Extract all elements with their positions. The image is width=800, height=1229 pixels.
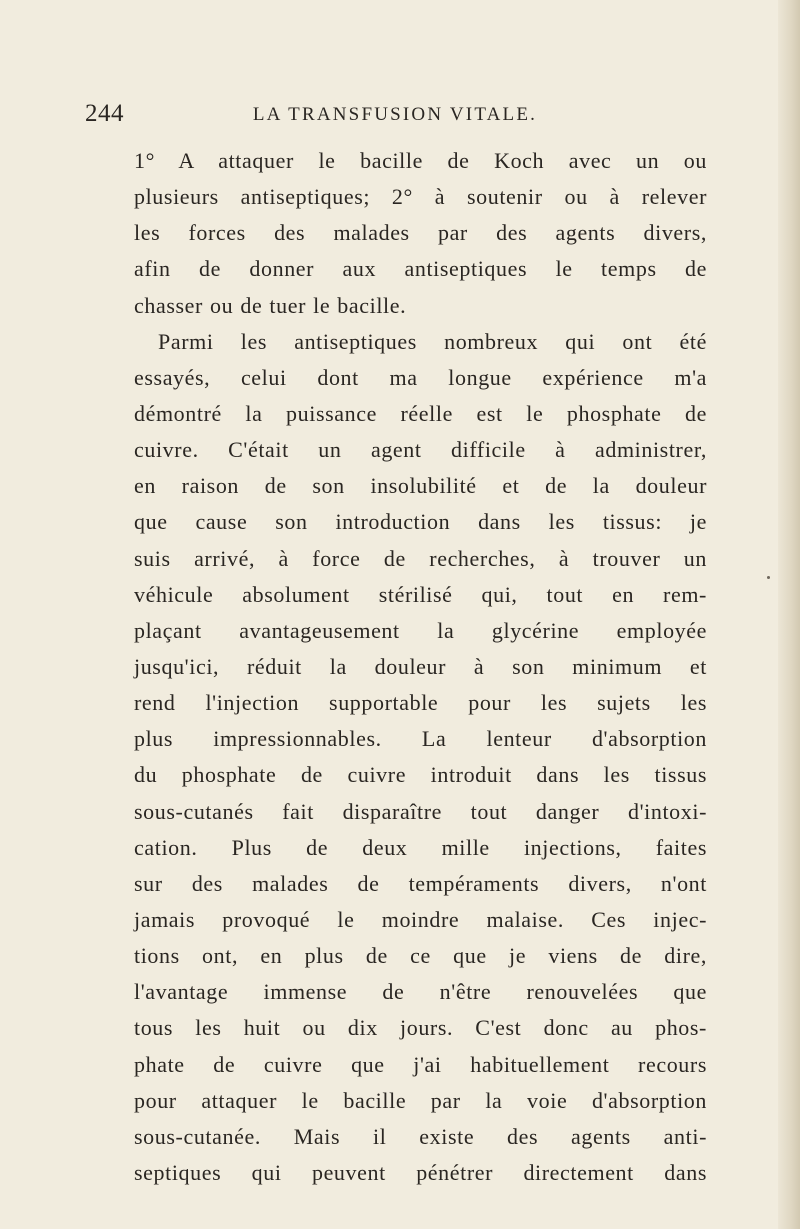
page-number: 244: [85, 100, 124, 127]
text-line: démontré la puissance réelle est le phosphate de: [134, 400, 707, 426]
text-line: Parmi les antiseptiques nombreux qui ont été: [158, 328, 707, 354]
ink-speck: [767, 576, 770, 579]
text-line: sous-cutanée. Mais il existe des agents anti-: [134, 1123, 707, 1149]
text-line: l'avantage immense de n'être renouvelées que: [134, 979, 707, 1005]
text-line: essayés, celui dont ma longue expérience m'a: [134, 364, 707, 390]
text-line: suis arrivé, à force de recherches, à trouver un: [134, 545, 707, 571]
text-line: plusieurs antiseptiques; 2° à soutenir ou à relever: [134, 184, 707, 210]
text-line: que cause son introduction dans les tissus: je: [134, 509, 707, 535]
text-line: tous les huit ou dix jours. C'est donc au phos-: [134, 1015, 707, 1041]
text-line: du phosphate de cuivre introduit dans les tissus: [134, 762, 707, 788]
text-line: phate de cuivre que j'ai habituellement recours: [134, 1051, 707, 1077]
text-line: sur des malades de tempéraments divers, n'ont: [134, 870, 707, 896]
text-line: cation. Plus de deux mille injections, faites: [134, 834, 707, 860]
text-line: rend l'injection supportable pour les sujets les: [134, 690, 707, 716]
text-line: tions ont, en plus de ce que je viens de dire,: [134, 943, 707, 969]
text-line: plus impressionnables. La lenteur d'absorption: [134, 726, 707, 752]
text-line: sous-cutanés fait disparaître tout danger d'intoxi-: [134, 798, 707, 824]
text-line: septiques qui peuvent pénétrer directement dans: [134, 1159, 707, 1185]
text-line: afin de donner aux antiseptiques le temps de: [134, 256, 707, 282]
text-line: cuivre. C'était un agent difficile à administrer,: [134, 437, 707, 463]
text-line: véhicule absolument stérilisé qui, tout en rem-: [134, 581, 707, 607]
text-line: chasser ou de tuer le bacille.: [134, 292, 407, 318]
text-line: les forces des malades par des agents divers,: [134, 220, 707, 246]
text-line: 1° A attaquer le bacille de Koch avec un ou: [134, 148, 707, 173]
text-line: en raison de son insolubilité et de la douleur: [134, 473, 707, 499]
text-line: pour attaquer le bacille par la voie d'absorption: [134, 1087, 707, 1113]
page-header: [85, 100, 705, 136]
page-edge: [778, 0, 800, 1229]
text-line: jamais provoqué le moindre malaise. Ces injec-: [134, 906, 707, 932]
running-title: LA TRANSFUSION VITALE.: [252, 104, 538, 125]
text-line: plaçant avantageusement la glycérine employée: [134, 617, 707, 643]
body-text: [134, 143, 707, 1191]
text-line: jusqu'ici, réduit la douleur à son minimum et: [134, 653, 707, 679]
